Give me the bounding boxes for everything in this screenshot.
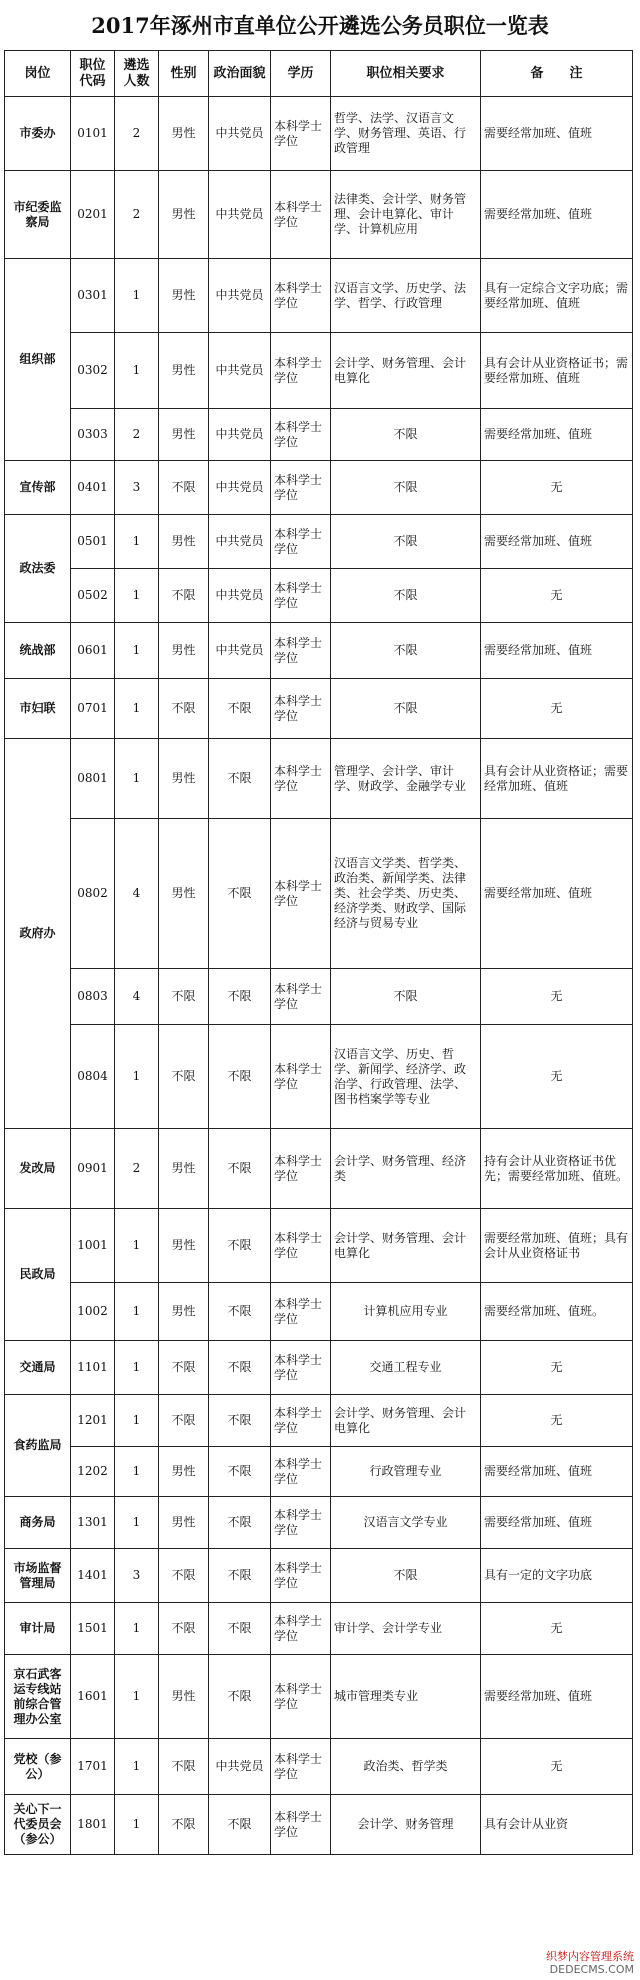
gender-cell: 男性 (159, 1655, 209, 1739)
table-row (5, 461, 633, 515)
requirements-cell: 不限 (331, 969, 481, 1025)
table-row (5, 409, 633, 461)
education-cell: 本科学士学位 (271, 969, 331, 1025)
gender-cell: 不限 (159, 569, 209, 623)
dept-cell: 宣传部 (5, 461, 71, 515)
table-row (5, 1739, 633, 1795)
dept-cell: 政府办 (5, 739, 71, 1129)
code-cell: 1301 (71, 1497, 115, 1549)
table-row (5, 679, 633, 739)
requirements-cell: 不限 (331, 409, 481, 461)
education-cell: 本科学士学位 (271, 1795, 331, 1855)
dept-cell: 发改局 (5, 1129, 71, 1209)
code-cell: 0303 (71, 409, 115, 461)
table-row (5, 739, 633, 819)
notes-cell: 无 (481, 679, 633, 739)
dept-cell: 统战部 (5, 623, 71, 679)
table-row (5, 1447, 633, 1497)
count-cell: 1 (115, 623, 159, 679)
gender-cell: 男性 (159, 1447, 209, 1497)
table-row (5, 97, 633, 171)
education-cell: 本科学士学位 (271, 819, 331, 969)
table-row (5, 1655, 633, 1739)
gender-cell: 男性 (159, 819, 209, 969)
table-row (5, 333, 633, 409)
requirements-cell: 行政管理专业 (331, 1447, 481, 1497)
requirements-cell: 管理学、会计学、审计学、财政学、金融学专业 (331, 739, 481, 819)
table-row (5, 171, 633, 259)
gender-cell: 不限 (159, 461, 209, 515)
dept-cell: 关心下一代委员会（参公） (5, 1795, 71, 1855)
politics-cell: 不限 (209, 1447, 271, 1497)
count-cell: 1 (115, 1603, 159, 1655)
gender-cell: 不限 (159, 1739, 209, 1795)
notes-cell: 具有会计从业资格证；需要经常加班、值班 (481, 739, 633, 819)
politics-cell: 中共党员 (209, 515, 271, 569)
notes-cell: 需要经常加班、值班 (481, 819, 633, 969)
count-cell: 1 (115, 333, 159, 409)
header-gender: 性别 (159, 51, 209, 97)
count-cell: 3 (115, 1549, 159, 1603)
requirements-cell: 汉语言文学专业 (331, 1497, 481, 1549)
code-cell: 0502 (71, 569, 115, 623)
education-cell: 本科学士学位 (271, 333, 331, 409)
watermark (546, 1950, 634, 1976)
politics-cell: 中共党员 (209, 1739, 271, 1795)
count-cell: 1 (115, 515, 159, 569)
politics-cell: 中共党员 (209, 569, 271, 623)
code-cell: 1601 (71, 1655, 115, 1739)
watermark-line-2: DEDECMS.COM (549, 1963, 634, 1976)
gender-cell: 男性 (159, 259, 209, 333)
notes-cell: 需要经常加班、值班；具有会计从业资格证书 (481, 1209, 633, 1283)
gender-cell: 男性 (159, 1129, 209, 1209)
politics-cell: 中共党员 (209, 409, 271, 461)
education-cell: 本科学士学位 (271, 1129, 331, 1209)
politics-cell: 不限 (209, 679, 271, 739)
requirements-cell: 哲学、法学、汉语言文学、财务管理、英语、行政管理 (331, 97, 481, 171)
gender-cell: 男性 (159, 739, 209, 819)
count-cell: 1 (115, 1395, 159, 1447)
code-cell: 1202 (71, 1447, 115, 1497)
code-cell: 0802 (71, 819, 115, 969)
gender-cell: 不限 (159, 679, 209, 739)
notes-cell: 需要经常加班、值班 (481, 515, 633, 569)
table-row (5, 1129, 633, 1209)
count-cell: 1 (115, 1025, 159, 1129)
count-cell: 1 (115, 1795, 159, 1855)
politics-cell: 中共党员 (209, 623, 271, 679)
table-row (5, 1795, 633, 1855)
notes-cell: 需要经常加班、值班 (481, 171, 633, 259)
count-cell: 1 (115, 1739, 159, 1795)
dept-cell: 食药监局 (5, 1395, 71, 1497)
education-cell: 本科学士学位 (271, 259, 331, 333)
code-cell: 1501 (71, 1603, 115, 1655)
page-title: 2017年涿州市直单位公开遴选公务员职位一览表 (91, 13, 549, 38)
notes-cell: 需要经常加班、值班 (481, 1655, 633, 1739)
watermark-line-1: 织梦内容管理系统 (546, 1950, 634, 1963)
gender-cell: 男性 (159, 1283, 209, 1341)
code-cell: 1201 (71, 1395, 115, 1447)
count-cell: 2 (115, 1129, 159, 1209)
dept-cell: 市场监督管理局 (5, 1549, 71, 1603)
code-cell: 0804 (71, 1025, 115, 1129)
education-cell: 本科学士学位 (271, 1395, 331, 1447)
dept-cell: 商务局 (5, 1497, 71, 1549)
requirements-cell: 汉语言文学类、哲学类、政治类、新闻学类、法律类、社会学类、历史类、经济学类、财政学、国际经济与贸易专业 (331, 819, 481, 969)
code-cell: 0301 (71, 259, 115, 333)
code-cell: 0901 (71, 1129, 115, 1209)
requirements-cell: 会计学、财务管理、会计电算化 (331, 1209, 481, 1283)
requirements-cell: 不限 (331, 461, 481, 515)
requirements-cell: 审计学、会计学专业 (331, 1603, 481, 1655)
notes-cell: 需要经常加班、值班 (481, 409, 633, 461)
count-cell: 1 (115, 1655, 159, 1739)
count-cell: 1 (115, 569, 159, 623)
politics-cell: 不限 (209, 1497, 271, 1549)
table-row (5, 623, 633, 679)
count-cell: 3 (115, 461, 159, 515)
code-cell: 0302 (71, 333, 115, 409)
dept-cell: 民政局 (5, 1209, 71, 1341)
politics-cell: 不限 (209, 1129, 271, 1209)
count-cell: 1 (115, 259, 159, 333)
code-cell: 0803 (71, 969, 115, 1025)
politics-cell: 不限 (209, 1549, 271, 1603)
count-cell: 1 (115, 1447, 159, 1497)
requirements-cell: 会计学、财务管理、会计电算化 (331, 333, 481, 409)
count-cell: 2 (115, 97, 159, 171)
table-row (5, 1549, 633, 1603)
notes-cell: 无 (481, 569, 633, 623)
gender-cell: 不限 (159, 1341, 209, 1395)
education-cell: 本科学士学位 (271, 1603, 331, 1655)
requirements-cell: 不限 (331, 1549, 481, 1603)
education-cell: 本科学士学位 (271, 461, 331, 515)
gender-cell: 男性 (159, 515, 209, 569)
requirements-cell: 会计学、财务管理 (331, 1795, 481, 1855)
gender-cell: 不限 (159, 1549, 209, 1603)
code-cell: 1701 (71, 1739, 115, 1795)
politics-cell: 不限 (209, 1603, 271, 1655)
dept-cell: 党校（参公） (5, 1739, 71, 1795)
requirements-cell: 不限 (331, 569, 481, 623)
count-cell: 2 (115, 171, 159, 259)
education-cell: 本科学士学位 (271, 1447, 331, 1497)
notes-cell: 具有会计从业资格证书；需要经常加班、值班 (481, 333, 633, 409)
requirements-cell: 交通工程专业 (331, 1341, 481, 1395)
notes-cell: 无 (481, 1341, 633, 1395)
gender-cell: 不限 (159, 1795, 209, 1855)
notes-cell: 具有一定综合文字功底；需要经常加班、值班 (481, 259, 633, 333)
header-notes: 备 注 (481, 51, 633, 97)
dept-cell: 审计局 (5, 1603, 71, 1655)
code-cell: 0201 (71, 171, 115, 259)
notes-cell: 需要经常加班、值班 (481, 97, 633, 171)
count-cell: 1 (115, 1497, 159, 1549)
table-row (5, 1341, 633, 1395)
count-cell: 1 (115, 679, 159, 739)
gender-cell: 男性 (159, 171, 209, 259)
education-cell: 本科学士学位 (271, 1739, 331, 1795)
requirements-cell: 汉语言文学、历史学、法学、哲学、行政管理 (331, 259, 481, 333)
table-row (5, 1603, 633, 1655)
count-cell: 1 (115, 1209, 159, 1283)
education-cell: 本科学士学位 (271, 1549, 331, 1603)
gender-cell: 男性 (159, 97, 209, 171)
header-dept: 岗位 (5, 51, 71, 97)
header-requirements: 职位相关要求 (331, 51, 481, 97)
table-header-row (5, 51, 633, 97)
politics-cell: 不限 (209, 739, 271, 819)
politics-cell: 不限 (209, 1283, 271, 1341)
notes-cell: 无 (481, 1025, 633, 1129)
education-cell: 本科学士学位 (271, 515, 331, 569)
requirements-cell: 政治类、哲学类 (331, 1739, 481, 1795)
code-cell: 1101 (71, 1341, 115, 1395)
dept-cell: 京石武客运专线站前综合管理办公室 (5, 1655, 71, 1739)
politics-cell: 中共党员 (209, 171, 271, 259)
education-cell: 本科学士学位 (271, 739, 331, 819)
table-row (5, 1395, 633, 1447)
code-cell: 1801 (71, 1795, 115, 1855)
education-cell: 本科学士学位 (271, 1209, 331, 1283)
education-cell: 本科学士学位 (271, 569, 331, 623)
dept-cell: 市纪委监察局 (5, 171, 71, 259)
gender-cell: 男性 (159, 623, 209, 679)
notes-cell: 具有会计从业资 (481, 1795, 633, 1855)
notes-cell: 无 (481, 461, 633, 515)
table-row (5, 819, 633, 969)
politics-cell: 不限 (209, 1655, 271, 1739)
education-cell: 本科学士学位 (271, 679, 331, 739)
education-cell: 本科学士学位 (271, 1025, 331, 1129)
code-cell: 0401 (71, 461, 115, 515)
positions-table (4, 50, 633, 1855)
requirements-cell: 计算机应用专业 (331, 1283, 481, 1341)
count-cell: 4 (115, 969, 159, 1025)
dept-cell: 市妇联 (5, 679, 71, 739)
requirements-cell: 法律类、会计学、财务管理、会计电算化、审计学、计算机应用 (331, 171, 481, 259)
notes-cell: 需要经常加班、值班 (481, 623, 633, 679)
education-cell: 本科学士学位 (271, 1341, 331, 1395)
table-row (5, 1497, 633, 1549)
code-cell: 1001 (71, 1209, 115, 1283)
politics-cell: 中共党员 (209, 97, 271, 171)
code-cell: 0101 (71, 97, 115, 171)
dept-cell: 交通局 (5, 1341, 71, 1395)
notes-cell: 无 (481, 1395, 633, 1447)
table-row (5, 569, 633, 623)
requirements-cell: 不限 (331, 623, 481, 679)
table-row (5, 259, 633, 333)
notes-cell: 持有会计从业资格证书优先；需要经常加班、值班。 (481, 1129, 633, 1209)
politics-cell: 不限 (209, 1395, 271, 1447)
notes-cell: 需要经常加班、值班 (481, 1447, 633, 1497)
education-cell: 本科学士学位 (271, 1283, 331, 1341)
count-cell: 1 (115, 1283, 159, 1341)
requirements-cell: 不限 (331, 679, 481, 739)
count-cell: 1 (115, 1341, 159, 1395)
education-cell: 本科学士学位 (271, 171, 331, 259)
requirements-cell: 汉语言文学、历史、哲学、新闻学、经济学、政治学、行政管理、法学、图书档案学等专业 (331, 1025, 481, 1129)
gender-cell: 不限 (159, 1603, 209, 1655)
header-education: 学历 (271, 51, 331, 97)
count-cell: 4 (115, 819, 159, 969)
notes-cell: 无 (481, 1603, 633, 1655)
politics-cell: 不限 (209, 1025, 271, 1129)
table-row (5, 969, 633, 1025)
code-cell: 1401 (71, 1549, 115, 1603)
education-cell: 本科学士学位 (271, 1497, 331, 1549)
code-cell: 0801 (71, 739, 115, 819)
header-code: 职位代码 (71, 51, 115, 97)
dept-cell: 政法委 (5, 515, 71, 623)
politics-cell: 不限 (209, 1795, 271, 1855)
politics-cell: 不限 (209, 819, 271, 969)
count-cell: 1 (115, 739, 159, 819)
dept-cell: 市委办 (5, 97, 71, 171)
politics-cell: 中共党员 (209, 259, 271, 333)
politics-cell: 中共党员 (209, 461, 271, 515)
code-cell: 0701 (71, 679, 115, 739)
notes-cell: 无 (481, 969, 633, 1025)
education-cell: 本科学士学位 (271, 623, 331, 679)
gender-cell: 男性 (159, 409, 209, 461)
gender-cell: 男性 (159, 1209, 209, 1283)
education-cell: 本科学士学位 (271, 1655, 331, 1739)
header-politics: 政治面貌 (209, 51, 271, 97)
dept-cell: 组织部 (5, 259, 71, 461)
education-cell: 本科学士学位 (271, 97, 331, 171)
gender-cell: 不限 (159, 1025, 209, 1129)
gender-cell: 男性 (159, 333, 209, 409)
politics-cell: 不限 (209, 1341, 271, 1395)
politics-cell: 中共党员 (209, 333, 271, 409)
header-count: 遴选人数 (115, 51, 159, 97)
requirements-cell: 不限 (331, 515, 481, 569)
requirements-cell: 城市管理类专业 (331, 1655, 481, 1739)
gender-cell: 不限 (159, 969, 209, 1025)
politics-cell: 不限 (209, 969, 271, 1025)
politics-cell: 不限 (209, 1209, 271, 1283)
table-row (5, 515, 633, 569)
code-cell: 0501 (71, 515, 115, 569)
table-row (5, 1283, 633, 1341)
count-cell: 2 (115, 409, 159, 461)
requirements-cell: 会计学、财务管理、会计电算化 (331, 1395, 481, 1447)
gender-cell: 男性 (159, 1497, 209, 1549)
table-row (5, 1025, 633, 1129)
notes-cell: 具有一定的文字功底 (481, 1549, 633, 1603)
table-row (5, 1209, 633, 1283)
gender-cell: 不限 (159, 1395, 209, 1447)
requirements-cell: 会计学、财务管理、经济类 (331, 1129, 481, 1209)
notes-cell: 无 (481, 1739, 633, 1795)
education-cell: 本科学士学位 (271, 409, 331, 461)
notes-cell: 需要经常加班、值班。 (481, 1283, 633, 1341)
notes-cell: 需要经常加班、值班 (481, 1497, 633, 1549)
code-cell: 0601 (71, 623, 115, 679)
code-cell: 1002 (71, 1283, 115, 1341)
